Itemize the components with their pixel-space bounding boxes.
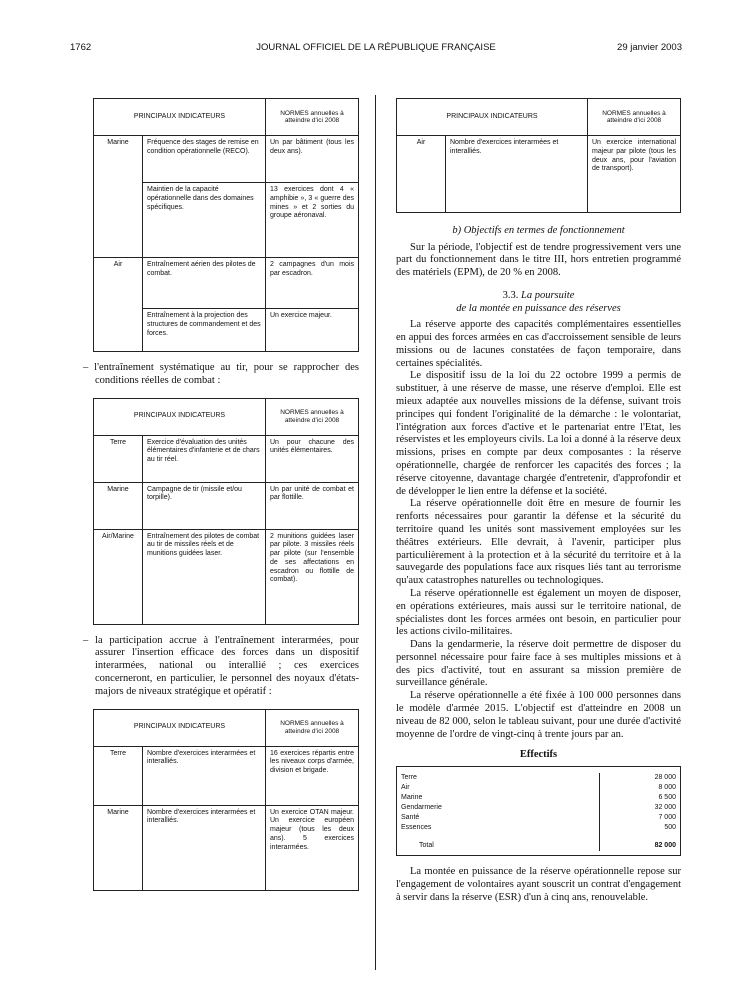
effectifs-row-label: Marine — [401, 794, 423, 802]
indicator-table-2 — [93, 398, 359, 625]
effectifs-row — [397, 813, 680, 823]
section-title-line2: de la montée en puissance des réserves — [456, 302, 621, 314]
effectifs-title: Effectifs — [519, 749, 558, 761]
norm-cell: 2 munitions guidées laser par pilote. 3 missiles réels par pilote (sur l'ensemble de ses affectations en escadron ou flottille de combat). — [266, 529, 359, 624]
effectifs-row-label: Gendarmerie — [401, 804, 442, 812]
arm-label: Terre — [94, 435, 143, 482]
page-number: 1762 — [70, 42, 92, 53]
section-heading-b: b) Objectifs en termes de fonctionnement — [452, 225, 625, 236]
section-title-line1: La poursuite — [520, 289, 575, 301]
arm-label: Terre — [94, 746, 143, 805]
section-number: 3.3. — [502, 289, 519, 301]
arm-label: Air — [94, 258, 143, 352]
norm-cell: 2 campagnes d'un mois par escadron. — [266, 258, 359, 309]
effectifs-row-label: Essences — [401, 824, 432, 832]
effectifs-row — [397, 803, 680, 813]
indicator-table-3 — [93, 709, 359, 891]
table-header-norms: NORMES annuelles à atteindre d'ici 2008 — [266, 99, 359, 136]
indicator-cell: Nombre d'exercices interarmées et interalliés. — [446, 136, 588, 213]
paragraph: Dans la gendarmerie, la réserve doit permettre de disposer du personnel nécessaire pour faire face à ses multiples missions et à des pics d'activité, tout en assurant sa mission première de surveillance générale. — [396, 639, 681, 689]
column-divider — [375, 95, 376, 970]
norm-cell: Un exercice majeur. — [266, 309, 359, 352]
paragraph: La réserve opérationnelle doit être en mesure de fournir les renforts nécessaires pour garantir la défense et la sécurité du territoire quand les unités sont massivement employées sur les théâtres extérieurs. Elle devrait, à l'avenir, participer plus particulièrement à la protection et à la sécurité du territoire et à la sauvegarde des populations face aux risques liés tant au terrorisme qu'aux catastrophes naturelles ou technologiques. — [396, 498, 681, 587]
indicator-table-1 — [93, 98, 359, 352]
arm-label: Air/Marine — [94, 529, 143, 624]
effectifs-row — [397, 773, 680, 783]
paragraph: La réserve opérationnelle a été fixée à 100 000 personnes dans le modèle d'armée 2015. L'objectif est d'atteindre en 2008 un niveau de 82 000, selon le tableau suivant, pour une durée d'activité moyenne de l'ordre de vingt-cinq à trente jours par an. — [396, 690, 681, 740]
norm-cell: Un par bâtiment (tous les deux ans). — [266, 136, 359, 183]
indicator-cell: Entraînement à la projection des structures de commandement et des forces. — [143, 309, 266, 352]
arm-label: Marine — [94, 805, 143, 890]
effectifs-row — [397, 783, 680, 793]
arm-label: Air — [397, 136, 446, 213]
paragraph: Sur la période, l'objectif est de tendre progressivement vers une part du fonctionnement dans le titre III, hors entretien programmé des matériels (EPM), de 20 % en 2008. — [396, 241, 681, 279]
table-header-norms: NORMES annuelles à atteindre d'ici 2008 — [266, 709, 359, 746]
indicator-cell: Fréquence des stages de remise en condition opérationnelle (RECO). — [143, 136, 266, 183]
indicator-cell: Campagne de tir (missile et/ou torpille). — [143, 482, 266, 529]
section-heading-3-3 — [396, 290, 681, 315]
indicator-cell: Entraînement des pilotes de combat au tir de missiles réels et de munitions guidées laser. — [143, 529, 266, 624]
effectifs-row — [397, 823, 680, 833]
bullet-paragraph: – l'entraînement systématique au tir, pour se rapprocher des conditions réelles de combat : — [83, 362, 359, 386]
page-header — [70, 42, 682, 56]
table-header-indicators: PRINCIPAUX INDICATEURS — [94, 709, 266, 746]
arm-label: Marine — [94, 482, 143, 529]
effectifs-row-label: Terre — [401, 774, 417, 782]
table-header-norms: NORMES annuelles à atteindre d'ici 2008 — [588, 99, 681, 136]
table-header-norms: NORMES annuelles à atteindre d'ici 2008 — [266, 398, 359, 435]
paragraph: La réserve opérationnelle est également un moyen de disposer, en opérations extérieures, mais aussi sur le territoire national, de spécialistes dont les forces armées ont besoin, en particulier pour les actions civilo-militaires. — [396, 587, 681, 638]
norm-cell: Un exercice international majeur par pilote (tous les deux ans, pour l'aviation de transport). — [588, 136, 681, 213]
norm-cell: Un pour chacune des unités élémentaires. — [266, 435, 359, 482]
indicator-cell: Nombre d'exercices interarmées et interalliés. — [143, 805, 266, 890]
effectifs-row-value: 7 000 — [600, 813, 681, 823]
right-column — [396, 98, 681, 905]
effectifs-row-value: 6 500 — [600, 793, 681, 803]
left-column — [83, 98, 359, 891]
effectifs-total-label: Total — [419, 842, 434, 850]
effectifs-row-label: Air — [401, 784, 410, 792]
paragraph: La réserve apporte des capacités complémentaires essentielles en appui des forces armées en cas d'accroissement sensible de leurs missions ou de lacunes constatées de façon temporaire, dans certaines spécialités. — [396, 319, 681, 369]
indicator-table-4 — [396, 98, 681, 213]
table-header-indicators: PRINCIPAUX INDICATEURS — [94, 99, 266, 136]
effectifs-row-label: Santé — [401, 814, 420, 822]
table-header-indicators: PRINCIPAUX INDICATEURS — [397, 99, 588, 136]
issue-date: 29 janvier 2003 — [617, 42, 682, 53]
norm-cell: Un exercice OTAN majeur. Un exercice européen majeur (tous les deux ans). 5 exercices interarmées. — [266, 805, 359, 890]
bullet-paragraph: – la participation accrue à l'entraînement interarmées, pour assurer l'insertion efficace des forces dans un dispositif interarmées, national ou interallié ; ces exercices concerneront, en particulier, le personnel des noyaux d'états-majors de niveaux stratégique et opératif : — [83, 634, 359, 697]
effectifs-table — [396, 766, 681, 856]
arm-label: Marine — [94, 136, 143, 258]
effectifs-total-value: 82 000 — [600, 833, 681, 851]
effectifs-rows — [397, 773, 680, 851]
effectifs-row-value: 8 000 — [600, 783, 681, 793]
journal-title: JOURNAL OFFICIEL DE LA RÉPUBLIQUE FRANÇAISE — [256, 42, 496, 53]
paragraph: Le dispositif issu de la loi du 22 octobre 1999 a permis de substituer, à une réserve de masse, une réserve d'emploi. Elle est mieux adaptée aux nouvelles missions de la défense, suivant trois principes qui fondent l'originalité de la démarche : le volontariat, l'intégration aux forces d'active et le partenariat entre l'Etat, les réservistes et les employeurs civils. La loi a donné à la réserve deux missions, prises en compte par deux composantes : la réserve opérationnelle, chargée de renforcer les capacités des forces ; la réserve citoyenne, davantage chargée d'entretenir, d'approfondir et de développer le lien entre la défense et la société. — [396, 370, 681, 497]
indicator-cell: Exercice d'évaluation des unités élémentaires d'infanterie et de chars au tir réel. — [143, 435, 266, 482]
paragraph: La montée en puissance de la réserve opérationnelle repose sur l'engagement de volontaires ayant souscrit un contrat d'engagement à servir dans la réserve (ESR) d'un à cinq ans, renouvelable. — [396, 866, 681, 904]
effectifs-row-value: 28 000 — [600, 773, 681, 783]
norm-cell: 13 exercices dont 4 « amphibie », 3 « guerre des mines » et 2 sorties du groupe aéronaval. — [266, 183, 359, 258]
indicator-cell: Entraînement aérien des pilotes de combat. — [143, 258, 266, 309]
indicator-cell: Nombre d'exercices interarmées et interalliés. — [143, 746, 266, 805]
indicator-cell: Maintien de la capacité opérationnelle dans des domaines spécifiques. — [143, 183, 266, 258]
table-header-indicators: PRINCIPAUX INDICATEURS — [94, 398, 266, 435]
effectifs-row-value: 32 000 — [600, 803, 681, 813]
norm-cell: 16 exercices répartis entre les niveaux corps d'armée, division et brigade. — [266, 746, 359, 805]
norm-cell: Un par unité de combat et par flottille. — [266, 482, 359, 529]
effectifs-row — [397, 793, 680, 803]
effectifs-row-value: 500 — [600, 823, 681, 833]
